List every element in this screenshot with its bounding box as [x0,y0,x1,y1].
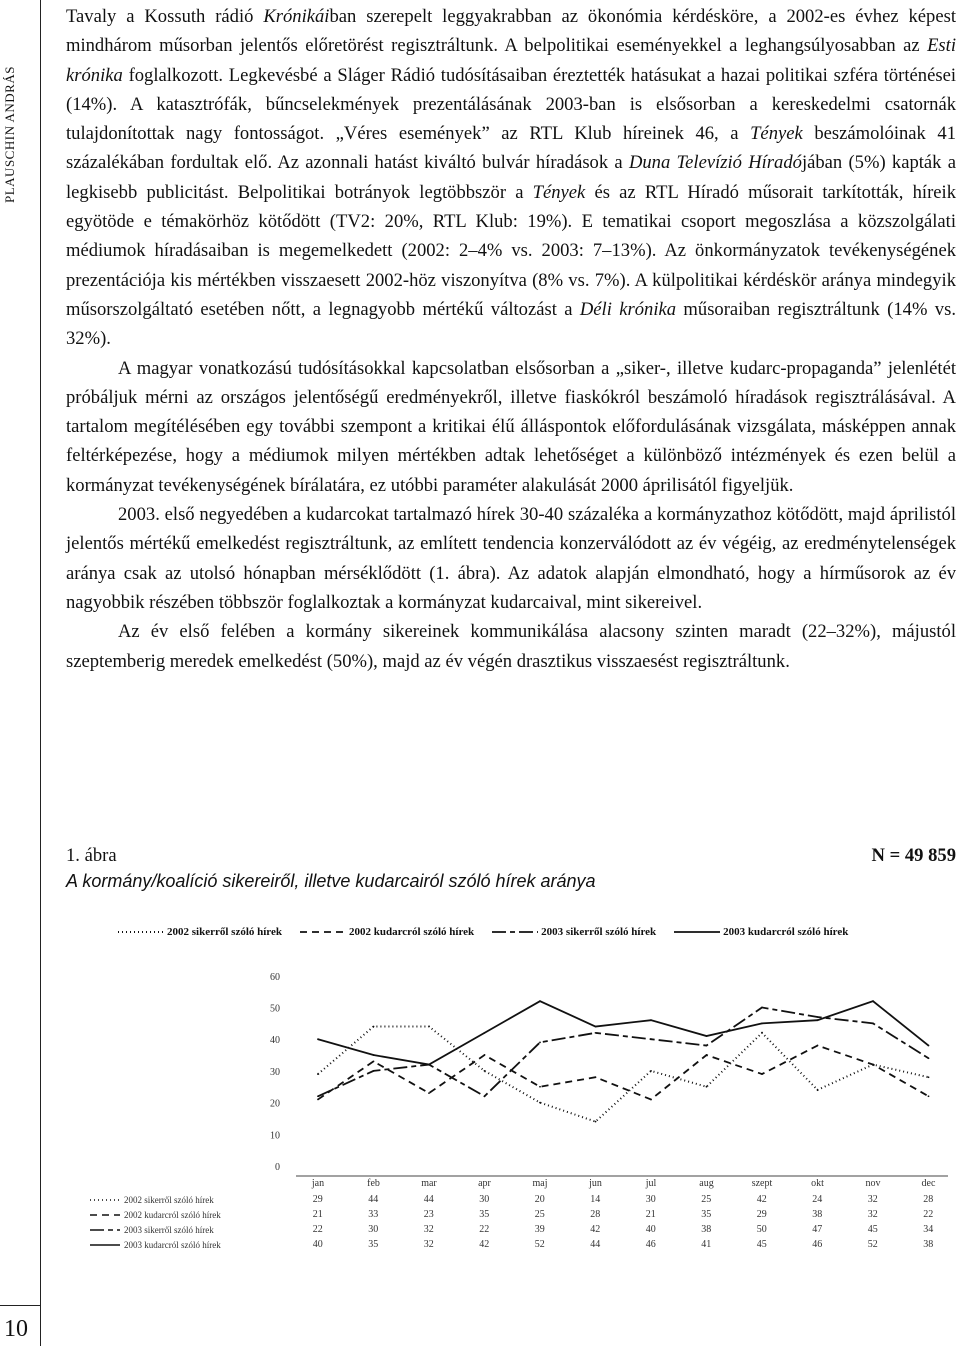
table-cell: 44 [368,1194,379,1205]
table-cell: 22 [312,1224,323,1235]
row-swatch [90,1242,120,1248]
table-cell: 25 [701,1194,712,1205]
sample-size: N = 49 859 [871,845,956,866]
text-run: műsoraiban regisztráltunk (14% vs. 32%). [66,298,956,350]
table-cell: 22 [923,1209,934,1220]
page-number: 10 [4,1316,28,1342]
figure-title: A kormány/koalíció sikereiről, illetve kudarcairól szóló hírek aránya [66,871,596,891]
text-run: jában (5%) kapták a legkisebb publicitást. Belpolitikai botrányok legtöbbször a [66,152,956,203]
x-tick-label: aug [699,1178,714,1189]
series-line-1 [318,1027,929,1122]
data-point [817,1016,819,1018]
data-point [484,1095,486,1097]
table-cell: 40 [645,1224,656,1235]
y-tick-label: 30 [270,1066,280,1078]
data-point [706,1086,708,1088]
table-cell: 47 [812,1224,823,1235]
row-swatch [90,1212,120,1218]
y-tick-label: 40 [270,1035,280,1047]
data-point [706,1054,708,1056]
table-cell: 22 [479,1224,490,1235]
table-cell: 44 [590,1239,601,1250]
table-cell: 29 [312,1194,323,1205]
italic-title: Duna Televízió Híradó [628,152,802,174]
x-tick-label: jun [589,1178,602,1189]
x-tick-label: jan [311,1178,325,1189]
data-point [706,1045,708,1047]
data-point [928,1076,930,1078]
table-cell: 45 [756,1239,767,1250]
data-point [317,1073,319,1075]
table-cell: 30 [645,1194,656,1205]
data-point [706,1035,708,1037]
table-cell: 32 [867,1194,878,1205]
row-label-text: 2002 kudarcról szóló hírek [124,1209,221,1220]
table-cell: 20 [534,1194,545,1205]
data-point [373,1054,375,1056]
data-point [928,1057,930,1059]
data-point [817,1045,819,1047]
chart-data-table [86,1192,956,1252]
table-cell: 38 [812,1209,823,1220]
y-tick-label: 50 [270,1003,280,1015]
data-point [317,1099,319,1101]
y-tick-label: 60 [270,971,280,983]
y-tick-label: 10 [270,1130,280,1142]
table-cell: 33 [368,1209,379,1220]
table-cell: 23 [423,1209,434,1220]
table-cell: 41 [701,1239,712,1250]
row-swatch [90,1227,120,1233]
table-row [86,1207,956,1222]
table-row-label [86,1207,290,1222]
table-cell: 32 [423,1224,434,1235]
data-point [373,1070,375,1072]
x-tick-label: dec [921,1178,936,1189]
table-row-label [86,1237,290,1252]
data-point [650,1038,652,1040]
data-point [373,1026,375,1028]
legend-label: 2002 sikerről szóló hírek [167,926,282,938]
table-cell: 52 [867,1239,878,1250]
table-cell: 21 [312,1209,323,1220]
x-tick-label: okt [811,1178,824,1189]
x-tick-label: jul [645,1178,657,1189]
italic-title: Tények [750,123,803,145]
data-point [761,1022,763,1024]
data-point [761,1032,763,1034]
table-row [86,1222,956,1237]
data-point [539,1041,541,1043]
data-point [595,1032,597,1034]
x-tick-label: maj [532,1178,548,1189]
italic-title: Esti krónika [66,35,956,86]
y-tick-label: 20 [270,1098,280,1110]
x-tick-label: nov [865,1178,881,1189]
table-cell: 21 [645,1209,656,1220]
y-tick-label: 0 [275,1162,280,1173]
text-run: ban szerepelt leggyakrabban az ökonómia kérdésköre, a 2002-es évhez képest mindhárom műsorban jelentős előretörést regisztráltunk. A belpolitikai eseményekkel a leghangsúlyosabban az [66,6,956,57]
row-swatch [90,1197,120,1203]
table-cell: 52 [534,1239,545,1250]
data-point [595,1121,597,1123]
table-cell: 35 [368,1239,379,1250]
figure-number: 1. ábra [66,845,117,866]
table-cell: 38 [923,1239,934,1250]
text-run: Az év első felében a kormány sikereinek kommunikálása alacsony szinten maradt (22–32%), májustól szeptemberig meredek emelkedést (50%), majd az év végén drasztikus visszaesést regisztráltunk. [66,621,956,672]
data-point [373,1060,375,1062]
series-line-4 [318,1001,929,1064]
table-cell: 42 [479,1239,490,1250]
data-point [650,1099,652,1101]
data-point [761,1073,763,1075]
row-label-text: 2002 sikerről szóló hírek [124,1194,214,1205]
text-run: 2003. első negyedében a kudarcokat tartalmazó hírek 30-40 százaléka a kormányzathoz kötődött, majd áprilistól jelentős mértékű emelkedést regisztráltunk, az említett tendencia konzerválódott az év végéig, az eredménytelenségek aránya csak az utolsó hónapban mérséklődött (1. ábra). Az adatok alapján elmondható, hogy a hírműsorok az év nagyobbik részében többször foglalkoztak a kormányzat kudarcaival, mint sikereivel. [66,504,956,613]
table-cell: 32 [867,1209,878,1220]
x-tick-label: szept [751,1178,773,1189]
table-cell: 46 [812,1239,823,1250]
data-point [484,1032,486,1034]
row-label-text: 2003 sikerről szóló hírek [124,1224,214,1235]
data-point [595,1026,597,1028]
legend-label: 2003 sikerről szóló hírek [541,926,657,938]
data-point [317,1095,319,1097]
table-cell: 24 [812,1194,823,1205]
x-tick-label: apr [478,1178,491,1189]
data-point [650,1019,652,1021]
data-point [928,1045,930,1047]
table-cell: 42 [590,1224,601,1235]
data-point [317,1038,319,1040]
table-cell: 30 [368,1224,379,1235]
table-cell: 28 [923,1194,934,1205]
data-point [484,1070,486,1072]
legend-label: 2002 kudarcról szóló hírek [348,926,475,938]
table-cell: 35 [479,1209,490,1220]
table-cell: 34 [923,1224,934,1235]
italic-title: Tények [532,181,586,203]
italic-title: Déli krónika [579,298,677,320]
table-cell: 44 [423,1194,434,1205]
data-point [872,1064,874,1066]
table-cell: 29 [756,1209,767,1220]
data-point [595,1076,597,1078]
table-cell: 28 [590,1209,601,1220]
table-row [86,1192,956,1207]
table-cell: 25 [534,1209,545,1220]
text-run: és az RTL Híradó műsorait tarkították, híreik egyötöde e témakörhöz kötődött (TV2: 20%, RTL Klub: 19%). E tematikai csoport megoszlása a közszolgálati médiumok híradásaiban is megemelkedett (2002: 2–4% vs. 2003: 7–13%). Az önkormányzatok tevékenységének prezentációja kis mértékben visszaesett 2002-höz viszonyítva (8% vs. 7%). A külpolitikai kérdéskör aránya mindegyik műsorszolgáltató esetében nőtt, a legnagyobb mértékű változást a [66,181,956,320]
row-label-text: 2003 kudarcról szóló hírek [124,1239,221,1250]
table-cell: 14 [590,1194,601,1205]
data-point [872,1000,874,1002]
legend-label: 2003 kudarcról szóló hírek [723,926,849,938]
data-point [539,1102,541,1104]
data-point [539,1000,541,1002]
table-cell: 30 [479,1194,490,1205]
data-point [484,1054,486,1056]
data-point [428,1026,430,1028]
table-cell: 50 [756,1224,767,1235]
data-point [872,1022,874,1024]
data-point [428,1092,430,1094]
table-cell: 46 [645,1239,656,1250]
table-row-label [86,1222,290,1237]
text-run: Tavaly a Kossuth rádió [66,6,264,27]
text-run: beszámolóinak 41 százalékában fordultak elő. Az azonnali hatást kiváltó bulvár híradások a [66,123,957,174]
table-row [86,1237,956,1252]
data-point [761,1007,763,1009]
italic-title: Krónikái [263,6,330,27]
data-point [650,1070,652,1072]
text-run: foglalkozott. Legkevésbé a Sláger Rádió tudósításaiban éreztették hatásukat a hazai politikai szféra történései (14%). A katasztrófák, bűncselekmények prezentálásának 2003-ban is elsősorban a kereskedelmi csatornák tulajdonítottak nagy fontosságot. „Véres események” az RTL Klub híreinek 46, a [66,64,956,145]
table-cell: 32 [423,1239,434,1250]
text-run: A magyar vonatkozású tudósításokkal kapcsolatban elsősorban a „siker-, illetve kudarc-propaganda” jelenlétét próbáljuk mérni az országos jelentőségű eredményekről, illetve fiaskókról beszámoló híradások regisztrálásával. A tartalom megítélésében egy további szempont a kritikai élű álláspontok előfordulásának vizsgálata, másképpen annak feltérképezése, hogy a médiumok milyen mértékben adtak lehetőséget a különböző intézmények és ezen belül a kormányzat tevékenységének bírálatára, ez utóbbi paraméter alakulását 2000 áprilisától figyeljük. [66,357,956,496]
table-cell: 45 [867,1224,878,1235]
data-point [928,1095,930,1097]
x-tick-label: feb [367,1178,380,1189]
table-cell: 38 [701,1224,712,1235]
table-cell: 42 [756,1194,767,1205]
data-point [539,1086,541,1088]
table-cell: 40 [312,1239,323,1250]
table-cell: 39 [534,1224,545,1235]
table-cell: 35 [701,1209,712,1220]
series-line-2 [318,1046,929,1100]
table-row-label [86,1192,290,1207]
author-running-head: PLAUSCHIN ANDRÁS [2,66,17,204]
data-point [817,1019,819,1021]
x-tick-label: mar [421,1178,437,1189]
data-point [817,1089,819,1091]
data-point [428,1064,430,1066]
